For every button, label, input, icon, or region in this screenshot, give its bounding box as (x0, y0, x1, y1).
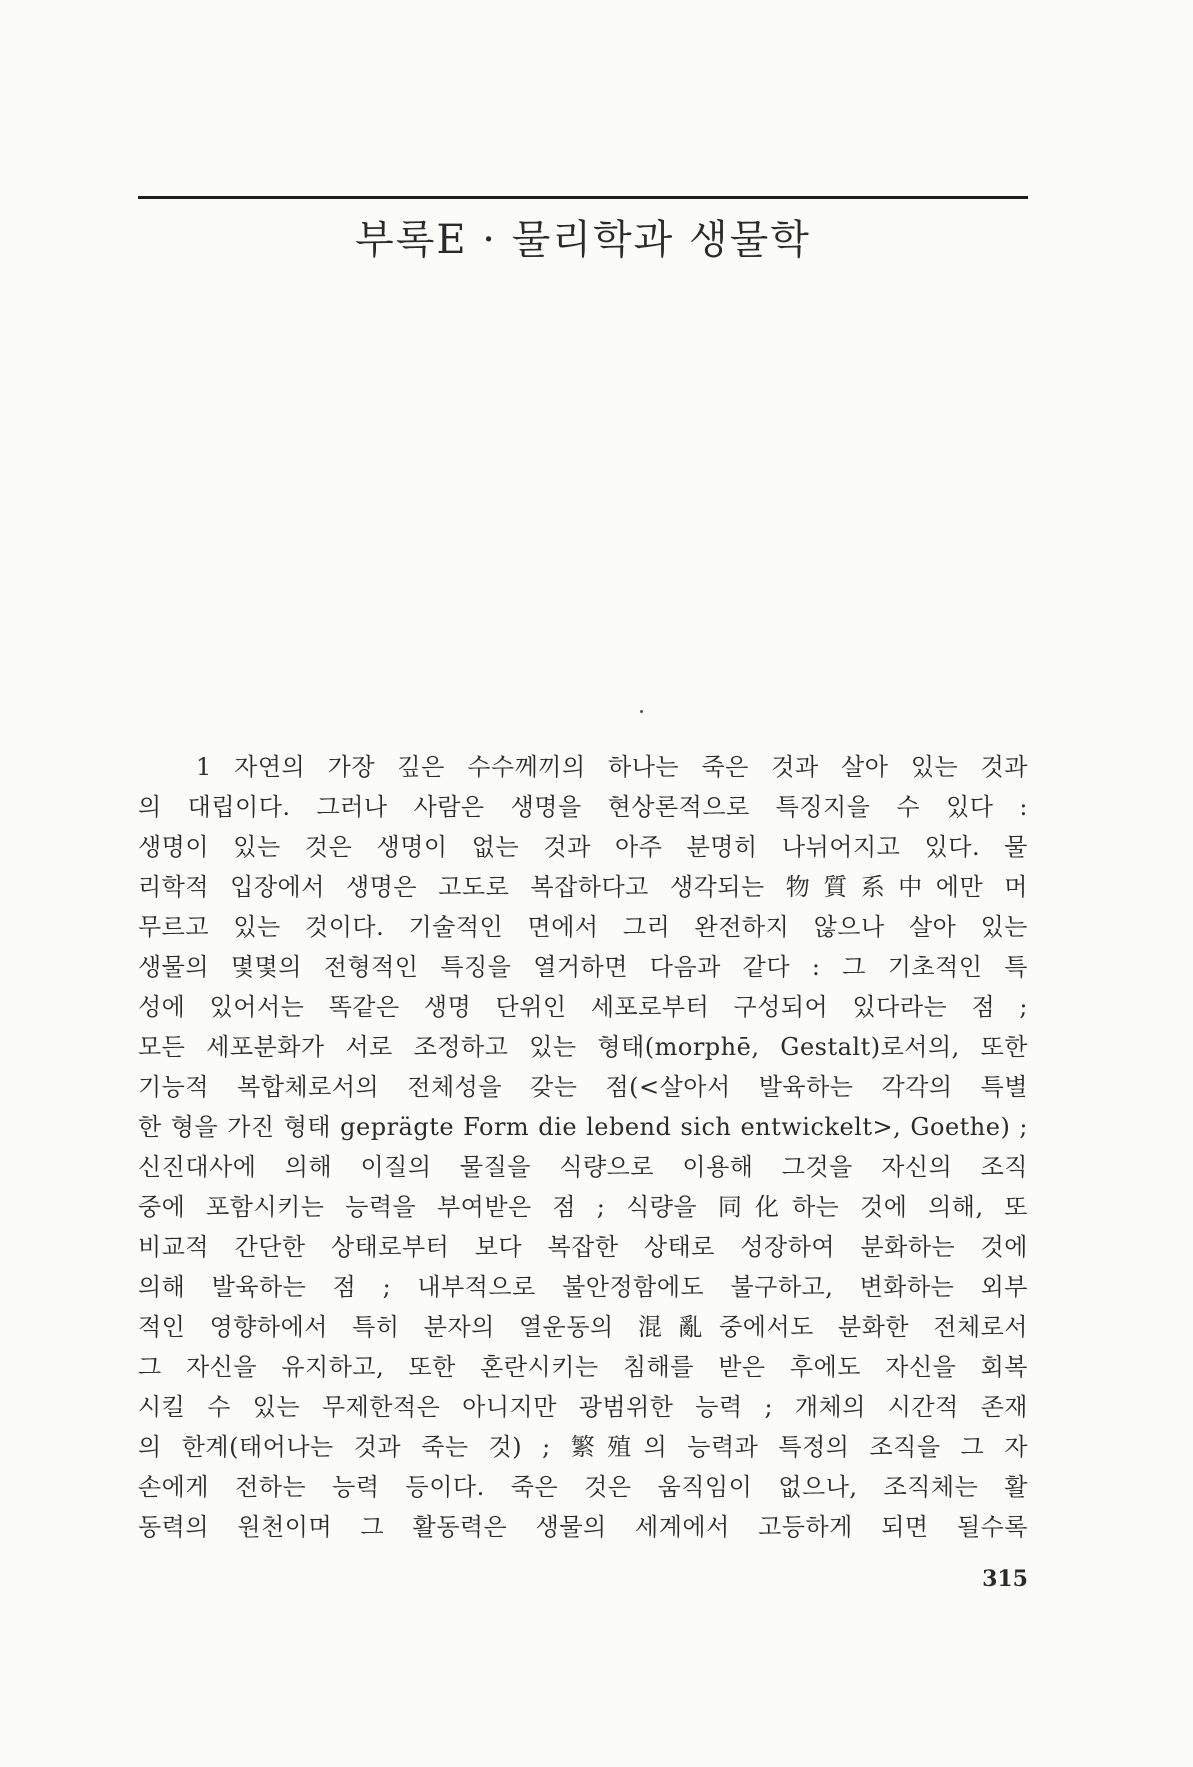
body-paragraph (138, 747, 1028, 1547)
text-line: 생명이 있는 것은 생명이 없는 것과 아주 분명히 나뉘어지고 있다. 물 (138, 833, 1028, 861)
text-line: 1 자연의 가장 깊은 수수께끼의 하나는 죽은 것과 살아 있는 것과 (196, 753, 1028, 781)
text-line: 중에 포함시키는 능력을 부여받은 점 ; 식량을 同化하는 것에 의해, 또 (138, 1193, 1028, 1221)
text-line: 성에 있어서는 똑같은 생명 단위인 세포로부터 구성되어 있다라는 점 ; (138, 993, 1028, 1021)
page-number: 315 (982, 1566, 1028, 1592)
text-line: 시킬 수 있는 무제한적은 아니지만 광범위한 능력 ; 개체의 시간적 존재 (138, 1393, 1028, 1421)
text-line: 리학적 입장에서 생명은 고도로 복잡하다고 생각되는 物質系中에만 머 (138, 873, 1028, 901)
text-line: 적인 영향하에서 특히 분자의 열운동의 混亂중에서도 분화한 전체로서 (138, 1313, 1028, 1341)
text-line: 비교적 간단한 상태로부터 보다 복잡한 상태로 성장하여 분화하는 것에 (138, 1233, 1028, 1261)
appendix-title: 부록E · 물리학과 생물학 (355, 217, 811, 263)
text-line: 동력의 원천이며 그 활동력은 생물의 세계에서 고등하게 되면 될수록 (138, 1513, 1028, 1541)
text-line: 생물의 몇몇의 전형적인 특징을 열거하면 다음과 같다 : 그 기초적인 특 (138, 953, 1028, 981)
text-line: 의 한계(태어나는 것과 죽는 것) ; 繁殖의 능력과 특정의 조직을 그 자 (138, 1433, 1028, 1461)
header-rule (138, 196, 1028, 199)
text-line: 손에게 전하는 능력 등이다. 죽은 것은 움직임이 없으나, 조직체는 활 (138, 1473, 1028, 1501)
text-line: 신진대사에 의해 이질의 물질을 식량으로 이용해 그것을 자신의 조직 (138, 1153, 1028, 1181)
text-line: 무르고 있는 것이다. 기술적인 면에서 그리 완전하지 않으나 살아 있는 (138, 913, 1028, 941)
text-line: 기능적 복합체로서의 전체성을 갖는 점(<살아서 발육하는 각각의 특별 (138, 1073, 1028, 1101)
text-line: 그 자신을 유지하고, 또한 혼란시키는 침해를 받은 후에도 자신을 회복 (138, 1353, 1028, 1381)
ink-dot (640, 710, 643, 713)
text-line: 모든 세포분화가 서로 조정하고 있는 형태(morphē, Gestalt)로서의, 또한 (138, 1033, 1028, 1061)
text-line: 의 대립이다. 그러나 사람은 생명을 현상론적으로 특징지을 수 있다 : (138, 793, 1028, 821)
text-line: 한 형을 가진 형태 geprägte Form die lebend sich entwickelt>, Goethe) ; (138, 1113, 1028, 1141)
text-line: 의해 발육하는 점 ; 내부적으로 불안정함에도 불구하고, 변화하는 외부 (138, 1273, 1028, 1301)
